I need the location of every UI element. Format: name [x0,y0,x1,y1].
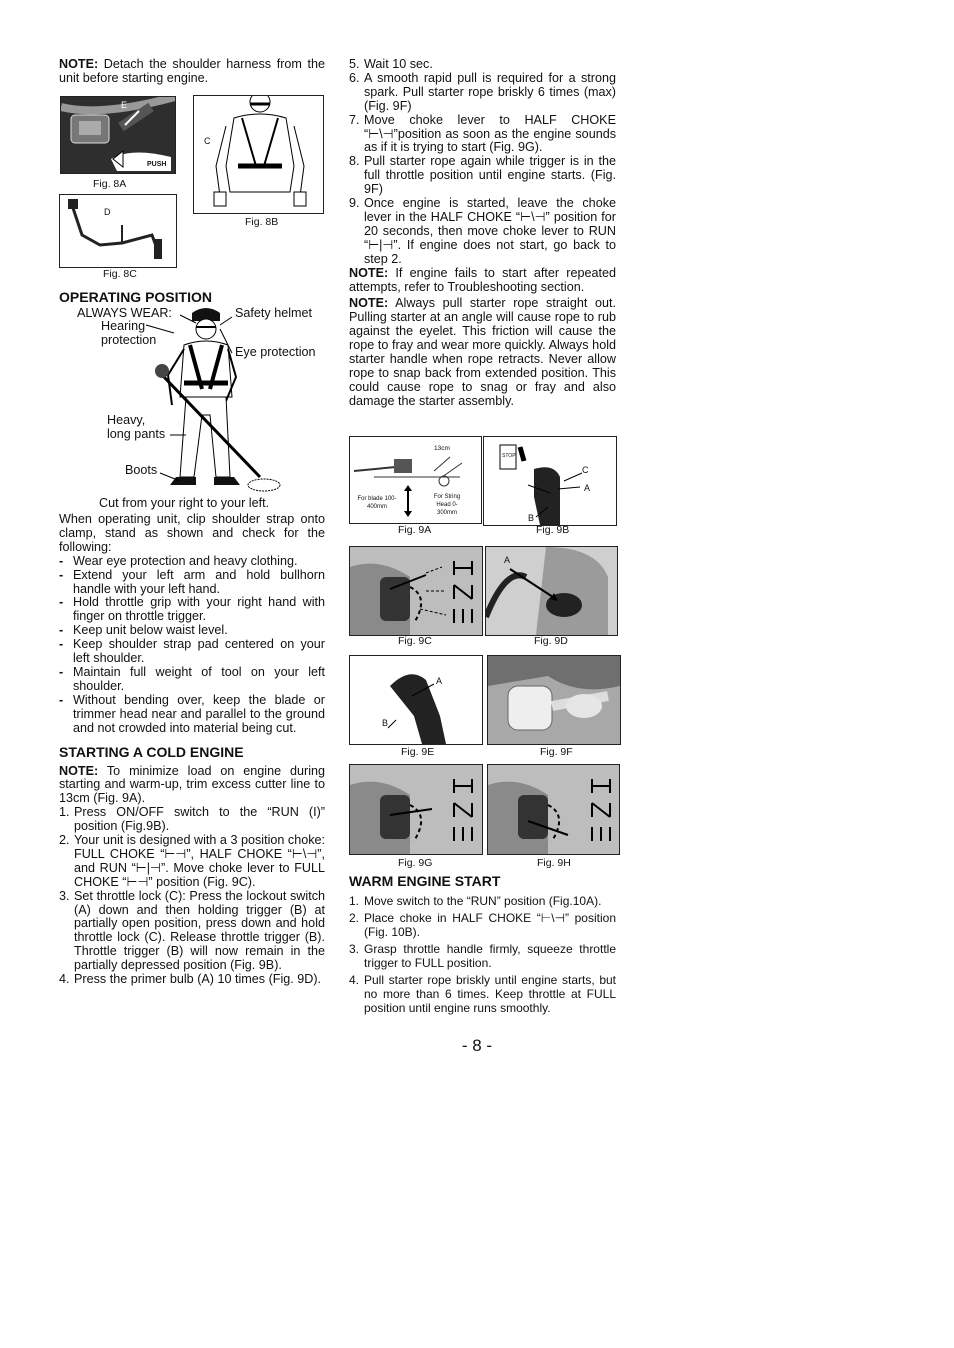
right-column [349,58,616,409]
fig-9e-label-a: A [436,676,443,686]
heavy-pants-label: Heavy, long pants [107,413,166,441]
fig-8c-image [59,194,177,268]
fig-8a-image [60,96,176,174]
fig-9f-caption: Fig. 9F [540,746,573,758]
list-item: 1. Press ON/OFF switch to the “RUN (I)” position (Fig.9B). [59,805,325,834]
list-item: 2. Your unit is designed with a 3 position choke: FULL CHOKE “⊢⊣”, HALF CHOKE “⊢\⊣”, and RUN “⊢|⊣”. Move choke lever to FULL CHOKE “⊢⊣” position (Fig. 9C). [59,833,325,889]
list-item: 8. Pull starter rope again while trigger is in the full throttle position until engine starts. (Fig. 9F) [349,154,616,197]
fig-8c-label-d: D [104,207,111,217]
list-item: 4. Press the primer bulb (A) 10 times (Fig. 9D). [59,972,322,987]
list-item: - Wear eye protection and heavy clothing. [59,555,325,569]
list-item: 3. Grasp throttle handle firmly, squeeze throttle trigger to FULL position. [349,942,616,970]
harness-person-drawing [194,96,323,213]
fig-8a-caption: Fig. 8A [93,178,127,190]
fig-9b-caption: Fig. 9B [536,524,570,536]
for-blade-label: For blade 100-400mm [357,496,397,510]
fig-9d-image [485,546,618,636]
choke-run-drawing [488,765,619,854]
list-item: - Extend your left arm and hold bullhorn handle with your left hand. [59,569,325,597]
list-item: - Without bending over, keep the blade or trimmer head near and parallel to the ground and not crowded into material being cut. [59,694,325,736]
cold-engine-steps [59,806,325,987]
stop-label: STOP [502,453,516,459]
list-item: 2. Place choke in HALF CHOKE “⊢\⊣” position (Fig. 10B). [349,911,616,939]
list-item: - Keep shoulder strap pad centered on your left shoulder. [59,638,325,666]
fig-9c-image [349,546,483,636]
operating-intro: When operating unit, clip shoulder strap onto clamp, stand as shown and check for the following: [59,512,325,554]
warm-engine-steps [349,894,616,1015]
fig-9g-image [349,764,483,855]
boots-label: Boots [125,463,158,477]
fig-9f-image [487,655,621,745]
throttle-handle-drawing [350,656,482,744]
list-item: 4. Pull starter rope briskly until engine starts, but no more than 6 times. Keep throttle at FULL position until engine runs smoothly. [349,973,616,1015]
list-item: 1. Move switch to the “RUN” position (Fig.10A). [349,894,602,908]
push-label: PUSH [147,161,167,168]
list-item: - Hold throttle grip with your right hand with finger on throttle trigger. [59,596,325,624]
note-starter-rope: NOTE: Always pull starter rope straight out. Pulling starter at an angle will cause rope to rub against the eyelet. This friction will cause the rope to fray and wear more quickly. Always hold starter handle when rope retracts. Never allow rope to snap back from extended position. This could cause rope to snag or fray and also damage the starter assembly. [349,296,616,408]
list-item: 3. Set throttle lock (C): Press the lockout switch (A) down and then holding trigger (B) at partially open position, press down and hold throttle lock (C). Release throttle trigger (B). Throttle trigger (B) will now remain in the partially depressed position (Fig. 9B). [59,888,325,973]
fig-8b-label-c: C [204,136,211,146]
list-item: - Maintain full weight of tool on your left shoulder. [59,666,325,694]
for-string-head-label: For String Head 0-300mm [433,494,461,516]
fig-9b-label-b: B [528,513,535,523]
hearing-protection-label: Hearing protection [101,319,157,347]
fig-9a-caption: Fig. 9A [398,524,432,536]
cold-engine-steps-continued [349,58,616,267]
fig-9h-caption: Fig. 9H [537,857,571,869]
list-item: - Keep unit below waist level. [59,624,325,638]
fig-8c-caption: Fig. 8C [103,268,137,280]
pull-starter-photo [488,656,620,744]
fig-9e-caption: Fig. 9E [401,746,435,758]
note-harness: NOTE: Detach the shoulder harness from the unit before starting engine. [59,57,325,85]
fig-9e-image [349,655,483,745]
page-number: - 8 - [461,1036,493,1055]
left-column [59,58,325,86]
fig-9b-label-c: C [582,465,589,475]
warm-engine-start-heading: WARM ENGINE START [349,873,501,889]
choke-half-drawing [350,765,482,854]
fig-9b-label-a: A [584,483,591,493]
fig-9a-image [349,436,482,524]
operating-checklist [59,555,325,736]
list-item: 7. Move choke lever to HALF CHOKE “⊢\⊣”position as soon as the engine sounds as if it is trying to start (Fig. 9G). [349,112,616,155]
fig-9g-caption: Fig. 9G [398,857,433,869]
operating-position-figure [140,305,290,500]
list-item: 5. Wait 10 sec. [349,57,433,71]
trimmer-shaft-drawing [60,195,176,267]
fig-9c-caption: Fig. 9C [398,635,432,647]
eye-protection-label: Eye protection [235,345,316,359]
fig-9h-image [487,764,620,855]
label-13cm: 13cm [434,445,450,452]
throttle-switch-drawing [484,437,616,525]
note-troubleshooting: NOTE: If engine fails to start after repeated attempts, refer to Troubleshooting section. [349,265,616,294]
fig-8b-image [193,95,324,214]
fig-8a-label-e: E [121,100,128,110]
safety-helmet-label: Safety helmet [235,306,313,320]
list-item: 6. A smooth rapid pull is required for a strong spark. Pull starter rope briskly 6 times (max) (Fig. 9F) [349,70,616,113]
fig-9b-image [483,436,617,526]
list-item: 9. Once engine is started, leave the choke lever in the HALF CHOKE “⊢\⊣” position for 20 seconds, then move choke lever to RUN “⊢|⊣”. If engine does not start, go back to step 2. [349,196,616,266]
operating-position-heading: OPERATING POSITION [59,289,212,305]
fig-9d-caption: Fig. 9D [534,635,568,647]
cut-direction-caption: Cut from your right to your left. [99,496,270,510]
cold-engine-note: NOTE: To minimize load on engine during starting and warm-up, trim excess cutter line to 13cm (Fig. 9A). [59,763,325,806]
always-wear-label: ALWAYS WEAR: [77,306,172,320]
fig-9d-label-a: A [504,555,511,565]
operating-text [59,513,325,987]
warm-engine-section [349,873,616,1015]
fig-9e-label-b: B [382,718,389,728]
fig-8b-caption: Fig. 8B [245,216,279,228]
choke-full-drawing [350,547,482,635]
starting-cold-engine-heading: STARTING A COLD ENGINE [59,743,244,760]
